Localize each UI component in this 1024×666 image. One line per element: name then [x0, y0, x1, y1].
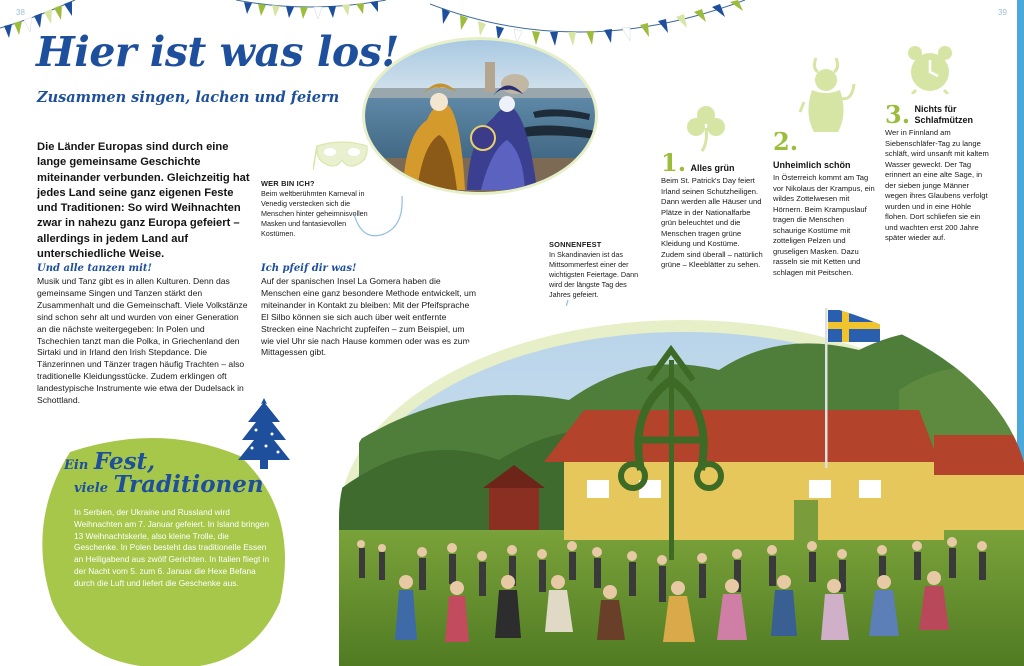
krampus-icon — [798, 54, 856, 134]
fact-item-1 — [661, 148, 763, 271]
page-number-right: 39 — [998, 8, 1007, 17]
alarm-clock-icon — [906, 44, 954, 94]
caption-karneval-heading: WER BIN ICH? — [261, 179, 315, 188]
fact-number-2: 2. — [773, 127, 799, 156]
bunting-top-center — [236, 0, 386, 22]
fact-item-2 — [773, 127, 877, 278]
caption-sonnenfest-text: In Skandinavien ist das Mittsommerfest einer der wichtigsten Feiertage. Dann wird der längste Tag des Jahres gefeiert. — [549, 249, 639, 299]
fest-title — [64, 448, 264, 498]
column-heading-pfeifen: Ich pfeif dir was! — [261, 263, 357, 274]
page-number-left: 38 — [16, 8, 25, 17]
shamrock-icon — [686, 104, 726, 152]
fact-title-3: Nichts für Schlafmützen — [914, 104, 974, 125]
column-text-pfeifen: Auf der spanischen Insel La Gomera haben die Menschen eine ganz besondere Methode entwickelt, um miteinander in Kontakt zu bleiben: Mit der Pfeifsprache El Silbo können sie sich auch über weit entfernte Strecken eine Nachricht zupfeifen – zum Beispiel, um wie viel Uhr sie nach Hause kommen oder was es zum Mittagessen gibt. — [261, 276, 476, 358]
fact-title-2: Unheimlich schön — [773, 160, 851, 170]
caption-sonnenfest — [549, 240, 649, 299]
fest-title-word-2: Fest, — [93, 448, 156, 475]
venice-carnival-photo — [362, 37, 598, 195]
fact-title-1: Alles grün — [690, 163, 735, 173]
caption-sonnenfest-heading: SONNENFEST — [549, 240, 602, 249]
column-text-tanzen: Musik und Tanz gibt es in allen Kulturen. Denn das gemeinsame Singen und Tanzen stärkt den Zusammenhalt und die Gemeinschaft. Viele Volkstänze sind schon sehr alt und wurden von einer Generation an die nächste weitergegeben: In Polen und Tschechien tanzt man die Polka, in Griechenland den Sirtaki und in Irland den Irish Stepdance. Die Tänzerinnen und Tänzer tragen häufig Trachten – also traditionelle Kleidungsstücke. Zudem erklingen oft landestypische Instrumente wie etwa der Dudelsack in Schottland. — [37, 276, 248, 406]
fact-number-1: 1. — [661, 148, 687, 177]
page-title: Hier ist was los! — [36, 28, 399, 76]
fest-text: In Serbien, der Ukraine und Russland wird Weihnachten am 7. Januar gefeiert. In Island bringen 13 Weihnachtskerle, also kleine Trolle, die Geschenke. In Polen besteht das traditionelle Essen an Heiligabend aus zwölf Gerichten. In Italien fliegt in der Nacht vom 5. zum 6. Januar die Hexe Befana durch die Luft und liefert die Geschenke aus. — [74, 507, 270, 588]
caption-karneval-text: Beim weltberühmten Karneval in Venedig verstecken sich die Menschen hinter geheimnisvollen Masken und fantasievollen Kostümen. — [261, 188, 368, 238]
mask-icon — [313, 136, 371, 176]
fest-title-word-4: Traditionen — [113, 471, 264, 498]
fact-text-3: Wer in Finnland am Siebenschläfer-Tag zu lange schläft, wird unsanft mit kaltem Wasser geweckt. Der Tag erinnert an eine alte Sage, in der sieben junge Männer wegen ihres Glaubens verfolgt wurden und in eine Höhle flohen. Dort schliefen sie ein und wachten erst 200 Jahre später wieder auf. — [885, 128, 989, 242]
caption-pointer-karneval — [352, 192, 412, 242]
column-heading-tanzen: Und alle tanzen mit! — [37, 263, 152, 274]
fact-text-2: In Österreich kommt am Tag vor Nikolaus der Krampus, ein wildes Zottelwesen mit Hörnern. Beim Krampuslauf tragen die Menschen schaurige Kostüme mit zotteligen Pelzen und gruseligen Masken. Dazu rasseln sie mit Ketten und schlagen mit Peitschen. — [773, 173, 875, 277]
intro-text: Die Länder Europas sind durch eine lange gemeinsame Geschichte miteinander verbunden. Gleichzeitig hat jedes Land seine ganz eigenen Feste und Traditionen: So wird Weihnachten zwar in nahezu ganz Europa gefeiert – allerdings in jedem Land auf unterschiedliche Weise. — [37, 141, 250, 261]
fact-item-3 — [885, 100, 991, 244]
page-subtitle: Zusammen singen, lachen und feiern — [37, 89, 340, 106]
fest-title-word-3: viele — [74, 481, 108, 496]
fest-title-word-1: Ein — [64, 458, 89, 473]
fact-number-3: 3. — [885, 100, 911, 129]
fact-text-1: Beim St. Patrick's Day feiert Irland seinen Schutzheiligen. Dann werden alle Häuser und Plätze in der Nationalfarbe grün beleuchtet und die Menschen tragen grüne Kleidung und Kostüme. Zudem sind überall – natürlich grüne – Kleeblätter zu sehen. — [661, 176, 763, 269]
